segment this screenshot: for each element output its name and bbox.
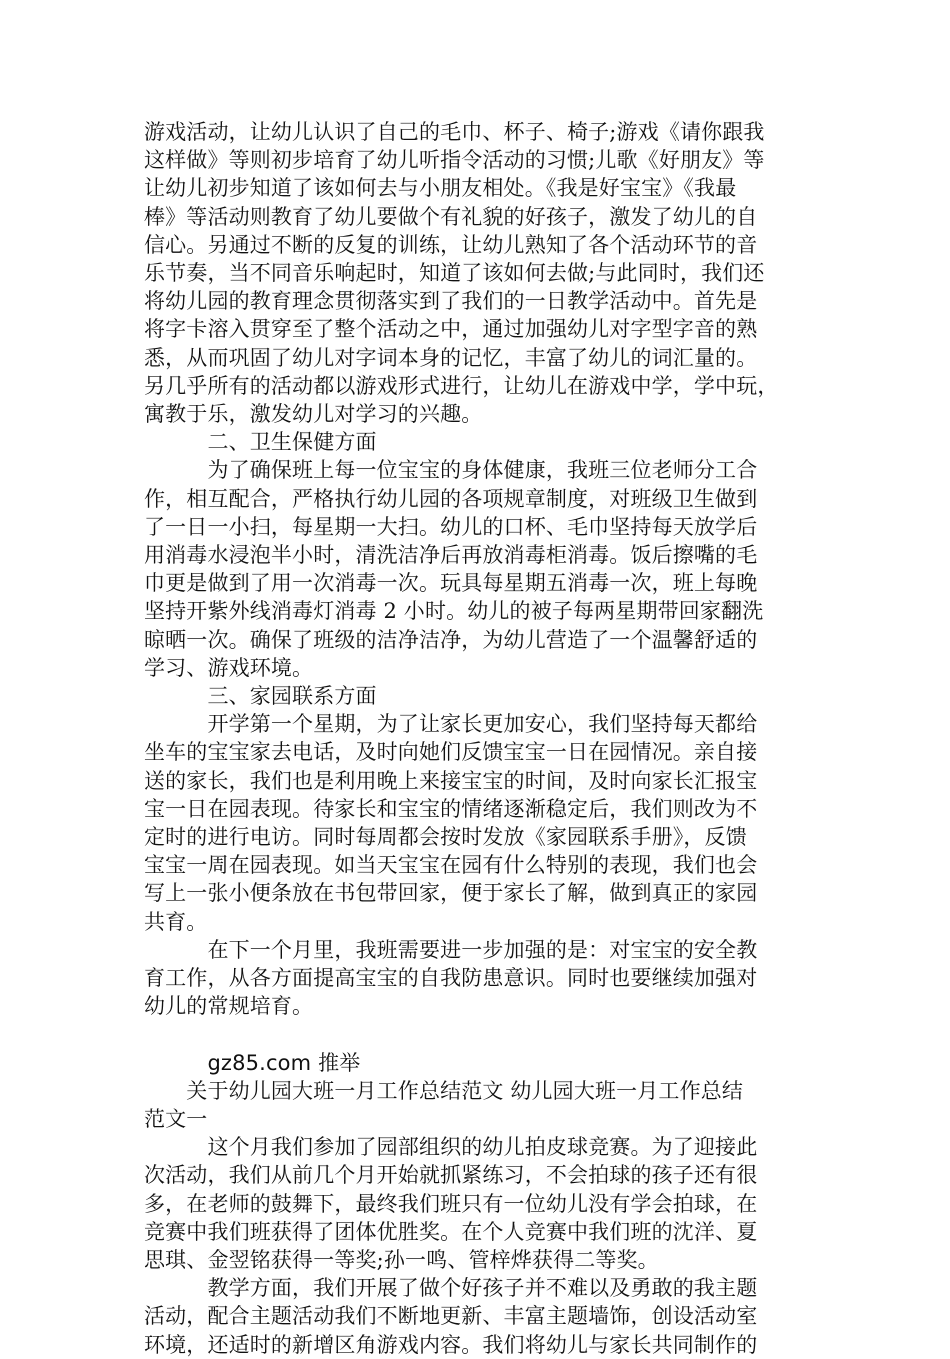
text-line: 将字卡溶入贯穿至了整个活动之中，通过加强幼儿对字型字音的熟 [144, 317, 758, 342]
text-line: 教学方面，我们开展了做个好孩子并不难以及勇敢的我主题 [144, 1276, 758, 1301]
text-line: 这样做》等则初步培育了幼儿听指令活动的习惯;儿歌《好朋友》等 [144, 148, 765, 173]
text-line: 寓教于乐，激发幼儿对学习的兴趣。 [144, 402, 483, 427]
text-line: 棒》等活动则教育了幼儿要做个有礼貌的好孩子，激发了幼儿的自 [144, 204, 758, 229]
document-page [144, 118, 809, 1359]
text-line: 思琪、金翌铭获得一等奖;孙一鸣、管梓烨获得二等奖。 [144, 1247, 659, 1272]
text-line: 学习、游戏环境。 [144, 655, 314, 680]
text-line: 活动，配合主题活动我们不断地更新、丰富主题墙饰，创设活动室 [144, 1304, 758, 1329]
text-line: 关于幼儿园大班一月工作总结范文 幼儿园大班一月工作总结 [144, 1078, 744, 1103]
text-line: 次活动，我们从前几个月开始就抓紧练习，不会拍球的孩子还有很 [144, 1163, 758, 1188]
text-line: 宝宝一周在园表现。如当天宝宝在园有什么特别的表现，我们也会 [144, 853, 758, 878]
text-line: 为了确保班上每一位宝宝的身体健康，我班三位老师分工合 [144, 458, 758, 483]
text-line: 悉，从而巩固了幼儿对字词本身的记忆，丰富了幼儿的词汇量的。 [144, 345, 758, 370]
text-line: 巾更是做到了用一次消毒一次。玩具每星期五消毒一次，班上每晚 [144, 571, 758, 596]
text-line: 信心。另通过不断的反复的训练，让幼儿熟知了各个活动环节的音 [144, 232, 758, 257]
text-line: 宝一日在园表现。待家长和宝宝的情绪逐渐稳定后，我们则改为不 [144, 796, 758, 821]
text-line: 写上一张小便条放在书包带回家，便于家长了解，做到真正的家园 [144, 881, 758, 906]
text-line: 乐节奏，当不同音乐响起时，知道了该如何去做;与此同时，我们还 [144, 261, 765, 286]
text-line: 晾晒一次。确保了班级的洁净洁净，为幼儿营造了一个温馨舒适的 [144, 627, 758, 652]
text-line: 让幼儿初步知道了该如何去与小朋友相处。《我是好宝宝》《我最 [144, 176, 737, 201]
text-line: 作，相互配合，严格执行幼儿园的各项规章制度，对班级卫生做到 [144, 486, 758, 511]
text-line: 这个月我们参加了园部组织的幼儿拍皮球竞赛。为了迎接此 [144, 1135, 758, 1160]
text-line: 环境，还适时的新增区角游戏内容。我们将幼儿与家长共同制作的 [144, 1332, 758, 1357]
text-line: 坚持开紫外线消毒灯消毒 2 小时。幼儿的被子每两星期带回家翻洗 [144, 599, 764, 624]
recommend-line: gz85.com 推举 [144, 1050, 361, 1075]
text-line: 用消毒水浸泡半小时，清洗洁净后再放消毒柜消毒。饭后擦嘴的毛 [144, 543, 758, 568]
text-line: 游戏活动，让幼儿认识了自己的毛巾、杯子、椅子;游戏《请你跟我 [144, 120, 765, 144]
text-line: 定时的进行电访。同时每周都会按时发放《家园联系手册》，反馈 [144, 825, 747, 850]
body-text [144, 118, 809, 1021]
text-line: 送的家长，我们也是利用晚上来接宝宝的时间，及时向家长汇报宝 [144, 768, 758, 793]
text-line: 另几乎所有的活动都以游戏形式进行，让幼儿在游戏中学，学中玩， [144, 373, 779, 398]
text-line: 将幼儿园的教育理念贯彻落实到了我们的一日教学活动中。首先是 [144, 289, 758, 314]
text-line: 多，在老师的鼓舞下，最终我们班只有一位幼儿没有学会拍球，在 [144, 1191, 758, 1216]
text-line: 三、家园联系方面 [144, 684, 377, 709]
text-line: 范文一 [144, 1106, 208, 1131]
text-line: 了一日一小扫，每星期一大扫。幼儿的口杯、毛巾坚持每天放学后 [144, 514, 758, 539]
text-line: 开学第一个星期，为了让家长更加安心，我们坚持每天都给 [144, 712, 758, 737]
text-line: 二、卫生保健方面 [144, 430, 377, 455]
text-line: 幼儿的常规培育。 [144, 994, 314, 1019]
text-line: 在下一个月里，我班需要进一步加强的是：对宝宝的安全教 [144, 937, 758, 962]
blank-line [144, 1021, 809, 1049]
text-line: 竞赛中我们班获得了团体优胜奖。在个人竞赛中我们班的沈洋、夏 [144, 1219, 758, 1244]
article-text [144, 1077, 809, 1359]
text-line: 共育。 [144, 909, 208, 934]
text-line: 育工作，从各方面提高宝宝的自我防患意识。同时也要继续加强对 [144, 966, 758, 991]
text-line: 坐车的宝宝家去电话，及时向她们反馈宝宝一日在园情况。亲自接 [144, 740, 758, 765]
